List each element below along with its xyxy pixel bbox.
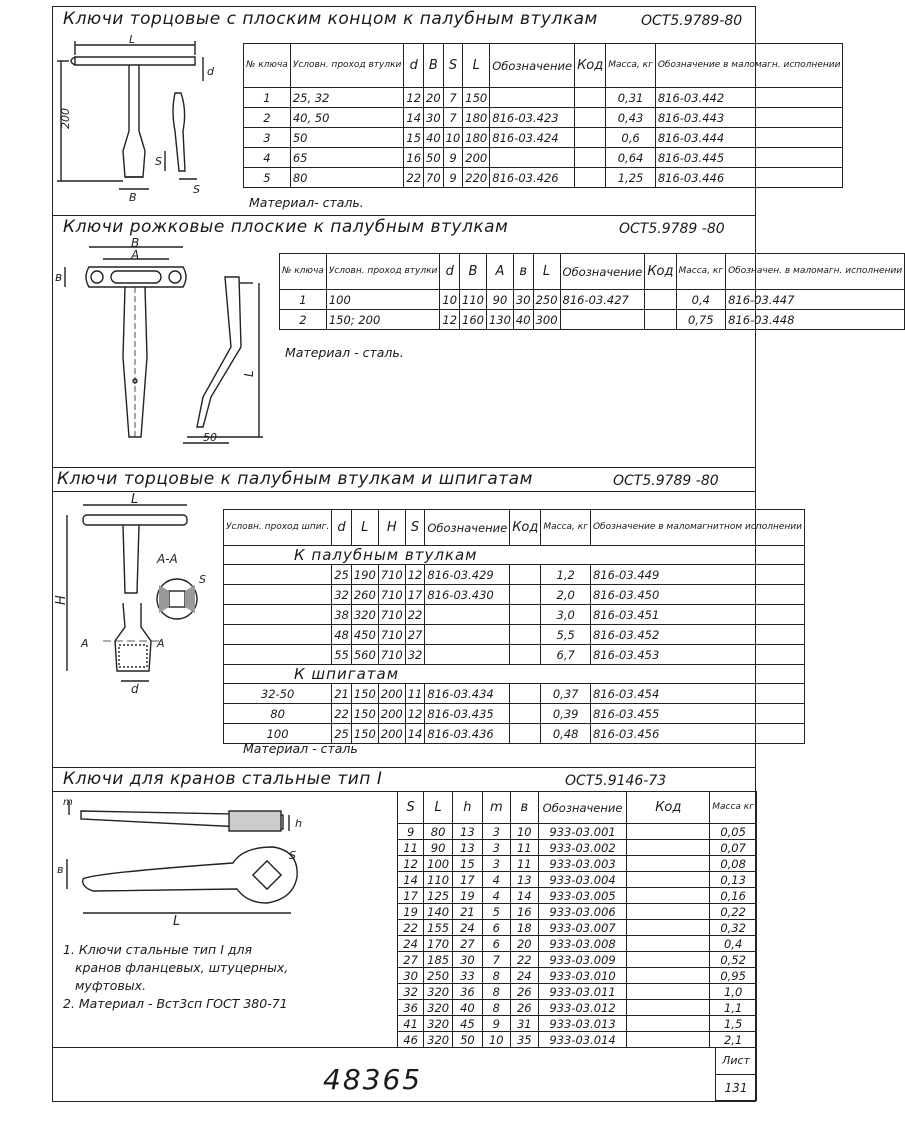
table-row: 25 190 710 12 816-03.429 1,2 816-03.449 [224,565,805,585]
table-row: 24 170 27 6 20 933-03.008 0,4 [398,936,757,952]
table-row: 32 260 710 17 816-03.430 2,0 816-03.450 [224,585,805,605]
dim-A2-label: А [157,637,165,650]
table-row: 12 100 15 3 11 933-03.003 0,08 [398,856,757,872]
section2-drawing [53,237,283,457]
section1-standard: ОСТ5.9789-80 [641,13,743,29]
note-line: муфтовых. [75,978,147,993]
table-row: 27 185 30 7 22 933-03.009 0,52 [398,952,757,968]
section4-title: Ключи для кранов стальные тип I [63,769,383,789]
dim-S-label: S [155,155,162,168]
dim-h-label: h [295,817,302,830]
section2-standard: ОСТ5.9789 -80 [619,221,725,237]
section3-title: Ключи торцовые к палубным втулкам и шпигатам [57,469,533,489]
section3-drawing [53,493,225,703]
table-row: 100 25 150 200 14 816-03.436 0,48 816-03.456 [224,724,805,744]
handle-bar-shape [75,57,195,65]
table-row: 32-50 21 150 200 11 816-03.434 0,37 816-03.454 [224,684,805,704]
table-row: 17 125 19 4 14 933-03.005 0,16 [398,888,757,904]
dim-H-label: H [54,595,69,605]
note-line: кранов фланцевых, штуцерных, [75,960,289,975]
dim-A1-label: А [81,637,89,650]
sheet-box [715,1047,757,1101]
subheader-row: К шпигатам [224,665,805,684]
section4-standard: ОСТ5.9146-73 [565,773,667,789]
dim-L-label: L [242,370,256,377]
section-divider [53,1047,755,1048]
dim-S-label: S [199,573,206,586]
section-divider [53,491,755,492]
section4-table [397,791,757,1048]
table-header-row: S L h m в Обозначение Код Масса кг [398,792,757,824]
section1-material: Материал- сталь. [249,195,364,210]
sheet-label: Лист [716,1048,756,1075]
dim-b-label: в [57,863,64,876]
table-row: 41 320 45 9 31 933-03.013 1,5 [398,1016,757,1032]
dim-50-label: 50 [203,431,217,444]
section-divider [53,215,755,216]
dim-L-label: L [129,33,136,46]
table-row: 22 155 24 6 18 933-03.007 0,32 [398,920,757,936]
table-row: 11 90 13 3 11 933-03.002 0,07 [398,840,757,856]
dim-L-label: L [173,914,181,929]
sheet-number: 131 [724,1081,748,1095]
table-header-row: № ключа Условн. проход втулки d B A в L Обозначение Код Масса, кг Обозначен. в маломагн. исполнении [280,254,905,290]
section3-material: Материал - сталь [243,741,358,756]
section3-standard: ОСТ5.9789 -80 [613,473,719,489]
table-row: 55 560 710 32 6,7 816-03.453 [224,645,805,665]
table-row: 3 50 15 40 10 180 816-03.424 0,6 816-03.444 [244,128,843,148]
table-header-row: Условн. проход шпиг. d L H S Обозначение Код Масса, кг Обозначение в маломагнитном исполнении [224,510,805,546]
dim-d-label: d [131,682,139,696]
section3-table [223,509,805,744]
table-row: 2 150; 200 12 160 130 40 300 0,75 816-03.448 [280,310,905,330]
table-row: 9 80 13 3 10 933-03.001 0,05 [398,824,757,840]
section-divider [53,467,755,468]
dim-m-label: m [63,797,73,808]
dim-B-label: B [131,236,140,250]
table-row: 30 250 33 8 24 933-03.010 0,95 [398,968,757,984]
subheader-row: К палубным втулкам [224,546,805,565]
table-row: 46 320 50 10 35 933-03.014 2,1 [398,1032,757,1048]
table-row: 48 450 710 27 5,5 816-03.452 [224,625,805,645]
section4-notes [63,941,288,1013]
table-row: 5 80 22 70 9 220 816-03.426 1,25 816-03.446 [244,168,843,188]
dim-B-label: B [129,191,137,204]
section1-drawing [53,31,243,221]
dim-200-label: 200 [59,108,72,129]
section1-table [243,43,843,188]
section2-title: Ключи рожковые плоские к палубным втулкам [63,217,509,237]
table-row: 19 140 21 5 16 933-03.006 0,22 [398,904,757,920]
table-row: 4 65 16 50 9 200 0,64 816-03.445 [244,148,843,168]
section1-title: Ключи торцовые с плоским концом к палубным втулкам [63,9,598,29]
table-row: 14 110 17 4 13 933-03.004 0,13 [398,872,757,888]
dim-S-label: S [289,849,296,862]
note-line: 1. Ключи стальные тип I для [63,942,253,957]
dim-S2-label: S [193,183,200,196]
section2-table [279,253,905,330]
table-row: 2 40, 50 14 30 7 180 816-03.423 0,43 816-03.443 [244,108,843,128]
table-row: 1 100 10 110 90 30 250 816-03.427 0,4 816-03.447 [280,290,905,310]
table-row: 36 320 40 8 26 933-03.012 1,1 [398,1000,757,1016]
dim-L-label: L [131,492,139,507]
table-row: 32 320 36 8 26 933-03.011 1,0 [398,984,757,1000]
table-header-row: № ключа Условн. проход втулки d B S L Обозначение Код Масса, кг Обозначение в маломагн. исполнении [244,44,843,88]
drawing-sheet [52,6,903,1102]
table-row: 80 22 150 200 12 816-03.435 0,39 816-03.455 [224,704,805,724]
dim-d-label: d [207,65,214,78]
section-divider [53,767,755,768]
section4-drawing [53,793,353,943]
dim-b-label: в [55,270,63,284]
section-AA-label: А-А [157,552,178,566]
dim-A-label: A [131,248,140,262]
note-line: 2. Материал - Вст3сп ГОСТ 380-71 [63,996,288,1011]
table-row: 38 320 710 22 3,0 816-03.451 [224,605,805,625]
table-row: 1 25, 32 12 20 7 150 0,31 816-03.442 [244,88,843,108]
document-number: 48365 [323,1063,423,1096]
section2-material: Материал - сталь. [285,345,404,360]
